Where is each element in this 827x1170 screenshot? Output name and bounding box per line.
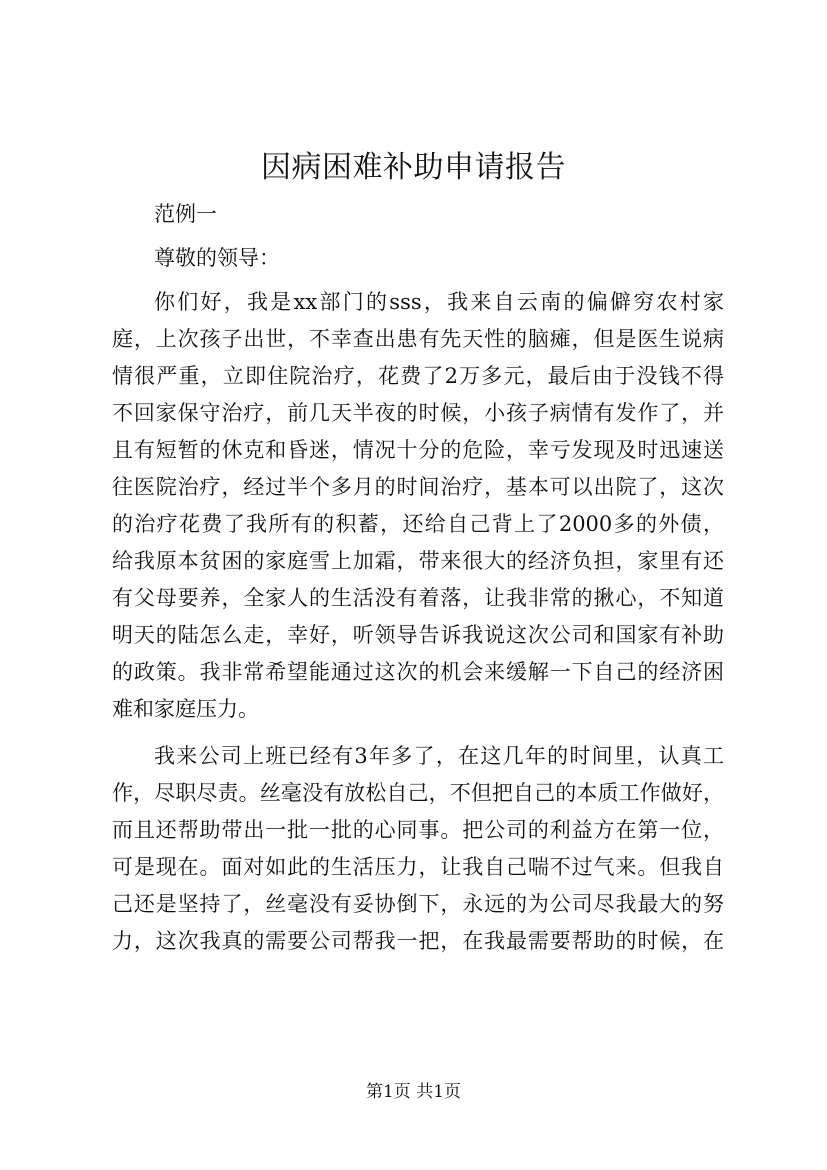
paragraph-line: 作，尽职尽责。丝毫没有放松自己，不但把自己的本质工作做好， (112, 781, 724, 805)
page-footer: 第1页 共1页 (365, 1082, 462, 1102)
paragraph-line: 不回家保守治疗，前几天半夜的时候，小孩子病情有发作了，并 (112, 401, 724, 425)
paragraph-line: 的治疗花费了我所有的积蓄，还给自己背上了2000多的外债， (112, 512, 724, 536)
paragraph-line: 我来公司上班已经有3年多了，在这几年的时间里，认真工 (154, 744, 724, 768)
paragraph-line: 有父母要养，全家人的生活没有着落，让我非常的揪心，不知道 (112, 586, 724, 610)
paragraph-line: 可是现在。面对如此的生活压力，让我自己喘不过气来。但我自 (112, 855, 724, 879)
paragraph-line: 难和家庭压力。 (112, 697, 259, 721)
paragraph-line: 明天的陆怎么走，幸好，听领导告诉我说这次公司和国家有补助 (112, 623, 724, 647)
paragraph-line: 情很严重，立即住院治疗，花费了2万多元，最后由于没钱不得 (112, 364, 724, 388)
salutation: 尊敬的领导： (154, 246, 280, 270)
paragraph-line: 你们好，我是xx部门的sss，我来自云南的偏僻穷农村家 (154, 290, 724, 314)
paragraph-line: 给我原本贫困的家庭雪上加霜，带来很大的经济负担，家里有还 (112, 549, 724, 573)
paragraph-line: 庭，上次孩子出世，不幸查出患有先天性的脑瘫，但是医生说病 (112, 327, 724, 351)
paragraph-line: 己还是坚持了，丝毫没有妥协倒下，永远的为公司尽我最大的努 (112, 892, 724, 916)
document-title: 因病困难补助申请报告 (261, 150, 566, 185)
paragraph-line: 往医院治疗，经过半个多月的时间治疗，基本可以出院了，这次 (112, 475, 724, 499)
paragraph-2 (112, 738, 724, 960)
document-body (112, 196, 724, 960)
paragraph-1 (112, 284, 724, 728)
paragraph-line: 且有短暂的休克和昏迷，情况十分的危险，幸亏发现及时迅速送 (112, 438, 724, 462)
paragraph-line: 力，这次我真的需要公司帮我一把，在我最需要帮助的时候，在 (112, 929, 724, 953)
paragraph-line: 而且还帮助带出一批一批的心同事。把公司的利益方在第一位， (112, 818, 724, 842)
example-label: 范例一 (154, 202, 217, 226)
paragraph-line: 的政策。我非常希望能通过这次的机会来缓解一下自己的经济困 (112, 660, 724, 684)
